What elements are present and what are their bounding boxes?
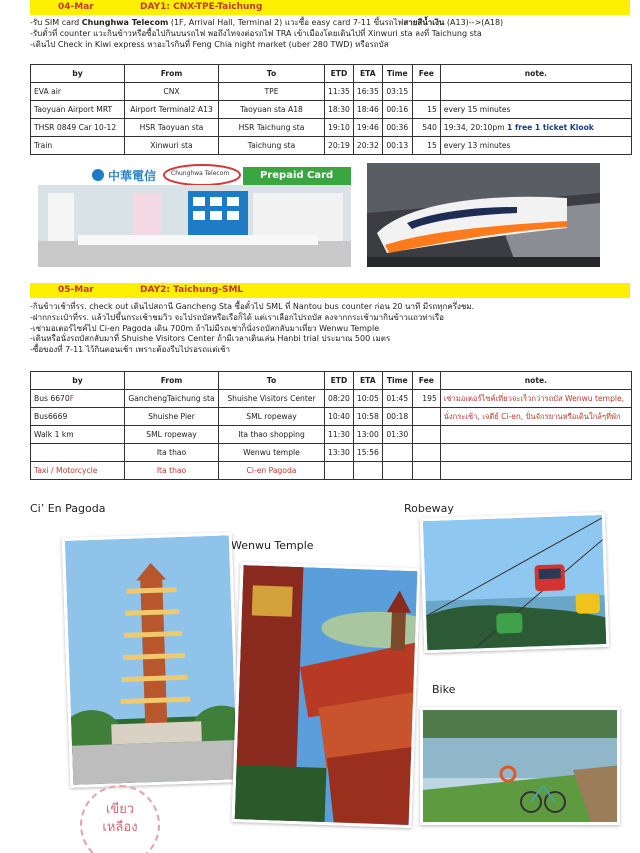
stamp-line-2: เหลือง bbox=[102, 820, 138, 835]
day1-notes bbox=[30, 18, 635, 50]
table-row: Bus6669 Shuishe Pier SML ropeway 10:40 10:58 00:18 นั่งกระเช้า, เจดีย์ Ci-en, ปั่นจักรยานหรือเดินใกล้ๆที่พัก bbox=[31, 408, 632, 426]
temple-image bbox=[234, 565, 420, 828]
table-row: Bus 6670F GanchengTaichung sta Shuishe Visitors Center 08:20 10:05 01:45 195 เช่ามอเตอร์ไซค์เที่ยวจะเร็วกว่ารถบัส Wenwu temple, bbox=[31, 390, 632, 408]
day2-note-3: -เช่ามอเตอร์ไซค์ไป Ci-en Pagoda เดิน 700m ถ้าไม่มีรถเช่าก็นั่งรถบัสกลับมาเที่ยว Wenwu Temple bbox=[30, 323, 380, 333]
pagoda-photo bbox=[62, 532, 241, 788]
caption-temple: Wenwu Temple bbox=[231, 539, 314, 552]
table-row: Ita thao Wenwu temple 13:30 15:56 bbox=[31, 444, 632, 462]
prepaid-card-banner: Prepaid Card bbox=[260, 170, 334, 181]
thsr-train-image bbox=[367, 163, 600, 267]
table-row: Train Xinwuri sta Taichung sta 20:19 20:32 00:13 15 every 13 minutes bbox=[31, 137, 632, 155]
day2-note-4: -เดินหรือนั่งรถบัสกลับมาที่ Shuishe Visitors Center ถ้ามีเวลาเดินเล่น Hanbi trial ประมาณ 500 เมตร bbox=[30, 334, 391, 344]
caption-pagoda: Ci’ En Pagoda bbox=[30, 502, 106, 515]
day2-note-5: -ซื้อของที่ 7-11 ไว้กินตอนเช้า เพราะต้องรีบไปรอรถแต่เช้า bbox=[30, 345, 231, 355]
table-row: Taxi / Motorcycle Ita thao Ci-en Pagoda bbox=[31, 462, 632, 480]
pagoda-image bbox=[65, 535, 241, 788]
telecom-logo-en: Chunghwa Telecom bbox=[171, 170, 230, 177]
table-row: EVA air CNX TPE 11:35 16:35 03:15 bbox=[31, 83, 632, 101]
table-row: Taoyuan Airport MRT Airport Terminal2 A13 Taoyuan sta A18 18:30 18:46 00:16 15 every 15 minutes bbox=[31, 101, 632, 119]
day2-header bbox=[30, 283, 630, 298]
ropeway-photo bbox=[420, 512, 610, 653]
day2-note-1: -กินข้าวเช้าที่รร. check out เดินไปสถานี Gancheng Sta ซื้อตั๋วไป SML ที่ Nantou bus counter ก่อน 20 นาที มีรถทุกครึ่งชม. bbox=[30, 302, 475, 311]
telecom-counter-photo bbox=[38, 163, 351, 267]
day1-date: 04-Mar bbox=[58, 2, 94, 12]
day1-note-1: -รับ SIM card Chunghwa Telecom (1F, Arrival Hall, Terminal 2) แวะซื้อ easy card 7-11 ขึ้นรถไฟสายสีน้ำเงิน (A13)-->(A18) bbox=[30, 18, 504, 27]
day2-note-2: -ฝากกระเป๋าที่รร. แล้วไปขึ้นกระเช้าชมวิว จะไปรถบัสหรือเรือก็ได้ แต่เราเลือกไปรถบัส ลงจากกระเช้ามากินข้าวแถวท่าเรือ bbox=[30, 312, 444, 322]
day2-title: DAY2: Taichung-SML bbox=[140, 285, 244, 295]
day1-note-2: -รับตั๋วที่ counter แวะกินข้าวหรือซื้อไปกินบนรถไฟ พอถึงไทจงต่อรถไฟ TRA เข้าเมืองโดยเดินไปที่ Xinwuri sta ลงที่ Taichung sta bbox=[30, 28, 482, 38]
caption-ropeway: Robeway bbox=[404, 502, 454, 515]
ropeway-image bbox=[423, 515, 609, 653]
bike-image bbox=[423, 710, 620, 825]
day2-notes bbox=[30, 302, 635, 356]
day2-schedule-table bbox=[30, 371, 632, 480]
table-header-row: by From To ETD ETA Time Fee note. bbox=[31, 372, 632, 390]
day1-note-3: -เดินไป Check in Kiwi express หาอะไรกินที่ Feng Chia night market (uber 280 TWD) หรือรถบัส bbox=[30, 39, 389, 49]
temple-photo bbox=[232, 562, 421, 828]
day1-header bbox=[30, 0, 630, 15]
telecom-logo-cn: 中華電信 bbox=[108, 169, 157, 183]
stamp-line-1: เขียว bbox=[105, 802, 135, 817]
day2-date: 05-Mar bbox=[58, 285, 94, 295]
table-row: THSR 0849 Car 10-12 HSR Taoyuan sta HSR Taichung sta 19:10 19:46 00:36 540 19:34, 20:10pm 1 free 1 ticket Klook bbox=[31, 119, 632, 137]
table-header-row: by From To ETD ETA Time Fee note. bbox=[31, 65, 632, 83]
bike-photo bbox=[420, 707, 620, 825]
caption-bike: Bike bbox=[432, 683, 456, 696]
thsr-train-photo bbox=[367, 163, 600, 267]
klook-promo: 1 free 1 ticket Klook bbox=[507, 123, 594, 132]
green-yellow-stamp bbox=[80, 785, 160, 853]
day1-schedule-table bbox=[30, 64, 632, 155]
day1-title: DAY1: CNX-TPE-Taichung bbox=[140, 2, 263, 12]
table-row: Walk 1 km SML ropeway Ita thao shopping 11:30 13:00 01:30 bbox=[31, 426, 632, 444]
